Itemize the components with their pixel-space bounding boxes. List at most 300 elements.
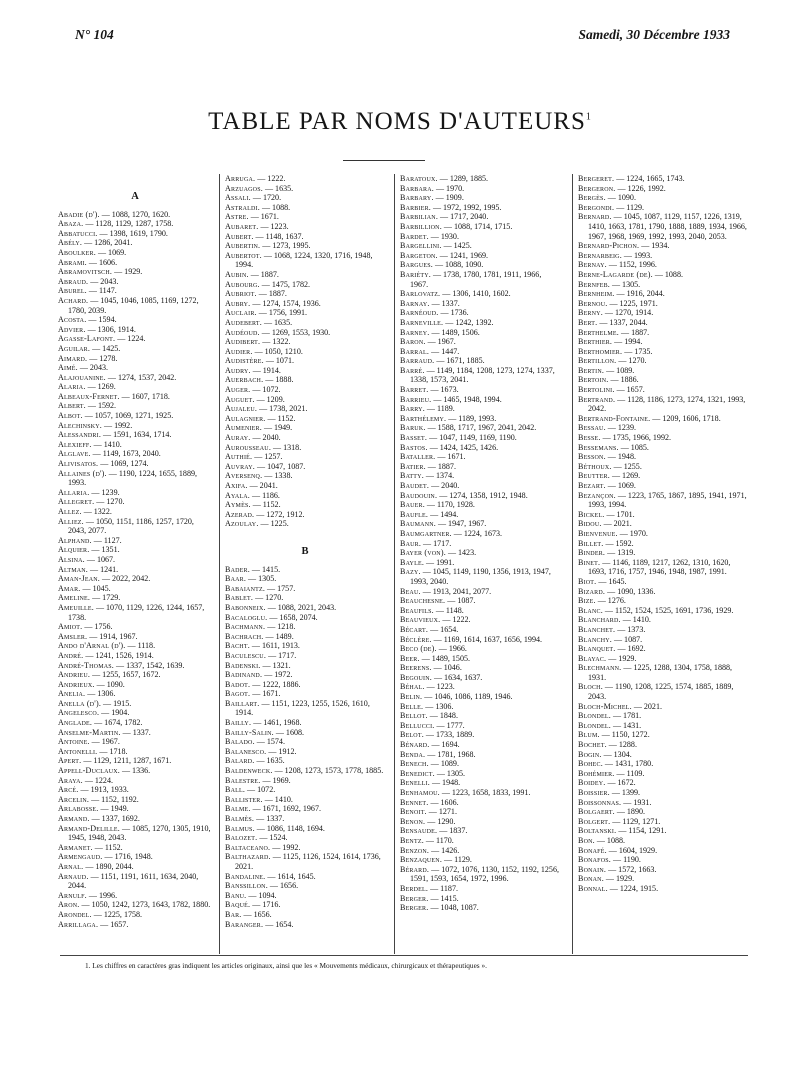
- author-entry: [58, 910, 212, 920]
- author-entry: [58, 900, 212, 910]
- author-name: Bolgert.: [578, 816, 611, 826]
- page-references: — 1046.: [431, 663, 462, 673]
- author-name: Audier.: [225, 346, 253, 356]
- author-entry: [400, 567, 560, 586]
- page-references: — 1290.: [425, 816, 456, 826]
- page-references: — 1129.: [442, 855, 472, 865]
- page-references: — 1611, 1913.: [249, 641, 300, 651]
- author-name: Allez.: [58, 507, 82, 516]
- author-name: Baron.: [400, 337, 426, 347]
- author-name: Bandaline.: [225, 871, 266, 881]
- author-name: Barraud.: [400, 356, 435, 366]
- author-entry: [58, 536, 212, 546]
- page-references: — 1635.: [254, 756, 285, 766]
- page-references: — 1045.: [80, 583, 111, 593]
- author-entry: [578, 203, 748, 213]
- page-references: — 1048, 1087.: [428, 903, 479, 913]
- author-entry: [400, 615, 560, 625]
- page-references: — 1781.: [610, 711, 642, 721]
- author-name: Bacht.: [225, 641, 250, 651]
- author-name: Bernard.: [578, 212, 612, 222]
- author-name: Blanchard.: [578, 615, 621, 625]
- page-references: — 1152.: [92, 842, 123, 852]
- author-entry: [58, 411, 212, 421]
- author-entry: [225, 795, 385, 805]
- page-references: — 1047, 1149, 1169, 1190.: [427, 433, 517, 443]
- author-name: Bolgaert.: [578, 807, 615, 817]
- author-entry: [578, 318, 748, 328]
- author-entry: [400, 635, 560, 645]
- page-references: — 1085, 1270, 1305, 1910, 1945, 1948, 2043.: [68, 823, 211, 843]
- author-entry: [400, 347, 560, 357]
- page-references: — 1147.: [86, 286, 117, 296]
- page-references: — 1151, 1223, 1255, 1526, 1610, 1914.: [235, 698, 370, 718]
- page-references: — 1150, 1272.: [599, 730, 650, 740]
- page-references: — 1657.: [98, 919, 129, 929]
- author-entry: [225, 622, 385, 632]
- author-name: Babaiantz.: [225, 583, 266, 593]
- author-name: Bertrand.: [578, 394, 616, 404]
- author-entry: [225, 184, 385, 194]
- author-name: Amiot.: [58, 622, 83, 632]
- author-entry: [400, 548, 560, 558]
- author-name: Aymès.: [225, 500, 251, 510]
- author-entry: [578, 855, 748, 865]
- page-references: — 1125, 1126, 1524, 1614, 1736, 2021.: [235, 852, 381, 871]
- page-references: — 1701.: [604, 509, 635, 519]
- author-entry: [225, 375, 385, 385]
- page-references: — 1993.: [621, 250, 653, 260]
- author-entry: [58, 651, 212, 661]
- page-references: — 1967.: [425, 337, 456, 347]
- author-name: Billet.: [578, 538, 604, 548]
- author-entry: [400, 682, 560, 692]
- author-name: Axifa.: [225, 481, 248, 490]
- page-references: — 1694.: [429, 740, 460, 750]
- page-references: — 1657.: [614, 385, 645, 395]
- author-name: Blanchy.: [578, 634, 612, 644]
- author-entry: [225, 471, 385, 481]
- author-name: Alphand.: [58, 535, 92, 545]
- page-references: — 1306.: [85, 689, 116, 699]
- author-entry: [400, 193, 560, 203]
- author-entry: [225, 500, 385, 510]
- author-entry: [58, 603, 212, 622]
- author-entry: [58, 670, 212, 680]
- author-entry: [578, 682, 748, 701]
- page-references: — 1673.: [428, 385, 459, 395]
- page-references: — 1322.: [260, 337, 291, 347]
- author-entry: [400, 491, 560, 501]
- author-name: Alivisatos.: [58, 459, 99, 469]
- page-references: — 1970.: [617, 528, 648, 538]
- author-name: Aversenq.: [225, 471, 263, 481]
- page-references: — 1047, 1087.: [255, 461, 306, 471]
- author-entry: [578, 826, 748, 836]
- author-entry: [225, 565, 385, 575]
- author-name: Auray.: [225, 433, 251, 443]
- author-name: Bickel.: [578, 509, 605, 519]
- title-divider: [343, 160, 425, 161]
- author-name: Advier.: [58, 324, 86, 334]
- author-entry: [58, 824, 212, 843]
- author-name: Alglave.: [58, 449, 91, 459]
- page-references: — 1069, 1274.: [98, 459, 149, 469]
- author-name: Bachmann.: [225, 622, 266, 632]
- author-name: Bonafé.: [578, 845, 607, 855]
- author-entry: [225, 443, 385, 453]
- author-name: Aman-Jean.: [58, 574, 100, 584]
- author-entry: [400, 366, 560, 385]
- author-entry: [58, 891, 212, 901]
- author-name: Barral.: [400, 346, 430, 356]
- author-name: Bariéty.: [400, 269, 431, 279]
- author-index: [58, 174, 748, 1057]
- author-entry: [225, 366, 385, 376]
- author-name: Bader.: [225, 564, 250, 574]
- author-entry: [400, 778, 560, 788]
- author-entry: [578, 385, 748, 395]
- page-references: — 1337.: [254, 814, 285, 823]
- author-name: Armengaud.: [58, 852, 103, 862]
- page-references: — 1090.: [605, 193, 636, 203]
- author-entry: [225, 603, 385, 613]
- author-name: Altman.: [58, 564, 89, 574]
- author-name: Barney.: [400, 327, 430, 337]
- author-entry: [400, 299, 560, 309]
- author-entry: [225, 891, 385, 901]
- author-entry: [225, 651, 385, 661]
- author-entry: [58, 401, 212, 411]
- author-name: Agasse-Lafont.: [58, 334, 116, 344]
- author-name: Bonain.: [578, 864, 607, 874]
- page-references: — 1738, 1780, 1781, 1911, 1966, 1967.: [410, 269, 542, 289]
- author-name: Allaines (d').: [58, 468, 107, 478]
- author-name: Aubertin.: [225, 241, 261, 251]
- author-entry: [58, 852, 212, 862]
- page-references: — 1591, 1634, 1714.: [101, 430, 172, 440]
- section-letter: A: [131, 191, 139, 202]
- author-name: Beerens.: [400, 663, 432, 673]
- title-footnote-marker: 1: [585, 111, 592, 123]
- author-entry: [400, 730, 560, 740]
- author-name: Bargeton.: [400, 250, 438, 260]
- author-entry: [578, 491, 748, 510]
- page-references: — 1671, 1692, 1967.: [250, 804, 321, 814]
- author-entry: [400, 500, 560, 510]
- author-entry: [58, 795, 212, 805]
- page-references: — 1190, 1208, 1225, 1574, 1885, 1889, 2043.: [588, 682, 734, 702]
- page-references: — 1913, 1933.: [78, 785, 129, 795]
- author-entry: [400, 740, 560, 750]
- author-entry: [578, 817, 748, 827]
- author-name: Batier.: [400, 461, 426, 471]
- author-entry: [578, 711, 748, 721]
- author-entry: [225, 328, 385, 338]
- author-entry: [58, 488, 212, 498]
- page-references: — 1069.: [605, 481, 636, 490]
- author-name: André-Thomas.: [58, 660, 115, 670]
- author-entry: [58, 756, 212, 766]
- author-entry: [578, 625, 748, 635]
- author-name: Bergès.: [578, 193, 606, 203]
- author-entry: [400, 260, 560, 270]
- page-references: — 1929.: [603, 874, 635, 884]
- issue-number: N° 104: [75, 27, 114, 42]
- page-references: — 1046, 1086, 1189, 1946.: [422, 692, 513, 702]
- author-name: Baufle.: [400, 509, 429, 519]
- author-entry: [400, 721, 560, 731]
- page-references: — 1088.: [594, 835, 626, 845]
- author-entry: [58, 497, 212, 507]
- author-entry: [58, 373, 212, 383]
- page-references: — 1209, 1606, 1718.: [650, 413, 721, 423]
- author-name: André.: [58, 650, 84, 660]
- page-references: — 2021.: [601, 519, 632, 529]
- author-entry: [400, 452, 560, 462]
- author-name: Bacaloglu.: [225, 612, 268, 622]
- author-entry: [225, 174, 385, 184]
- page-references: — 2021.: [631, 701, 662, 711]
- author-name: Antonelli.: [58, 746, 98, 756]
- page-references: — 1257.: [252, 452, 283, 462]
- page-references: — 1909.: [433, 193, 464, 203]
- page-references: — 1931.: [621, 797, 652, 807]
- author-entry: [400, 663, 560, 673]
- author-name: Auerbach.: [225, 375, 264, 385]
- page-references: — 1223, 1658, 1833, 1991.: [439, 788, 531, 797]
- author-entry: [225, 270, 385, 280]
- author-name: Bezart.: [578, 481, 606, 490]
- page-references: — 1289, 1885.: [437, 174, 489, 183]
- author-name: Blayac.: [578, 653, 607, 663]
- page-references: — 1410.: [91, 439, 122, 449]
- author-entry: [225, 766, 385, 776]
- author-entry: [578, 423, 748, 433]
- author-name: Arnal.: [58, 861, 84, 871]
- author-entry: [400, 443, 560, 453]
- author-name: Bardet.: [400, 231, 429, 241]
- page-references: — 1635.: [261, 317, 293, 327]
- author-entry: [58, 315, 212, 325]
- author-entry: [58, 814, 212, 824]
- author-entry: [400, 385, 560, 395]
- author-name: Balozet.: [225, 833, 258, 843]
- page-references: — 1930.: [428, 231, 459, 241]
- page-references: — 1447.: [429, 346, 460, 356]
- page-references: — 1608.: [273, 727, 305, 737]
- author-name: Anelia.: [58, 689, 86, 699]
- author-name: Alechinsky.: [58, 420, 103, 430]
- author-entry: [400, 644, 560, 654]
- page-references: — 1067.: [84, 554, 116, 564]
- author-entry: [578, 769, 748, 779]
- author-name: Bloch-Michel.: [578, 701, 632, 711]
- page-references: — 1089.: [428, 759, 459, 769]
- author-name: Bergeron.: [578, 183, 616, 193]
- author-name: Bize.: [578, 596, 596, 606]
- section-letter: B: [301, 545, 309, 557]
- page-references: — 1270.: [94, 497, 125, 507]
- page-references: — 1306, 1410, 1602.: [440, 289, 511, 299]
- author-entry: [400, 654, 560, 664]
- author-entry: [578, 721, 748, 731]
- author-name: Barry.: [400, 404, 425, 414]
- page-references: — 1088, 1090.: [432, 260, 484, 270]
- author-entry: [578, 654, 748, 664]
- author-name: Bayer (von).: [400, 548, 446, 558]
- page-references: — 1904.: [99, 708, 130, 718]
- page-references: — 1658, 2074.: [267, 612, 318, 622]
- author-entry: [400, 894, 560, 904]
- author-entry: [58, 286, 212, 296]
- page-references: — 1607, 1718.: [119, 391, 170, 401]
- page-references: — 1071.: [263, 356, 295, 366]
- author-entry: [225, 814, 385, 824]
- author-name: Bonafos.: [578, 855, 611, 865]
- author-entry: [58, 440, 212, 450]
- index-column-4: [578, 174, 748, 894]
- author-entry: [225, 280, 385, 290]
- author-name: Arzuagos.: [225, 183, 263, 193]
- page-references: — 1672.: [605, 778, 636, 788]
- page-references: — 1127.: [91, 535, 122, 545]
- author-entry: [400, 826, 560, 836]
- page-references: — 1270.: [253, 593, 284, 603]
- author-name: Bénard.: [400, 740, 430, 750]
- author-name: Basset.: [400, 433, 428, 443]
- author-entry: [225, 584, 385, 594]
- author-entry: [578, 740, 748, 750]
- author-name: Bizard.: [578, 586, 606, 596]
- author-name: Assali.: [225, 193, 251, 203]
- author-name: Aubertot.: [225, 250, 262, 260]
- page-references: — 1225, 1288, 1304, 1758, 1888, 1931.: [588, 663, 733, 682]
- author-name: Bidou.: [578, 519, 602, 529]
- author-name: Authié.: [225, 452, 253, 462]
- page-references: — 1337, 2044.: [597, 317, 648, 327]
- author-name: Audry.: [225, 365, 251, 375]
- author-entry: [58, 680, 212, 690]
- page-references: — 1088, 1270, 1620.: [99, 209, 171, 219]
- author-name: Balard.: [225, 756, 255, 766]
- page-references: — 1224, 1665, 1743.: [614, 174, 685, 183]
- page-references: — 1890, 2044.: [83, 861, 134, 871]
- author-entry: [400, 798, 560, 808]
- author-entry: [400, 846, 560, 856]
- author-entry: [578, 174, 748, 184]
- page-references: — 1088, 1714, 1715.: [441, 221, 513, 231]
- author-name: Blanchet.: [578, 624, 616, 634]
- author-name: Bagot.: [225, 689, 251, 699]
- author-name: Bonan.: [578, 874, 604, 884]
- author-name: Boissier.: [578, 788, 610, 797]
- author-name: Besson.: [578, 452, 606, 462]
- author-name: Auger.: [225, 385, 251, 395]
- author-name: Bertrand-Fontaine.: [578, 413, 651, 423]
- author-name: Benoit.: [400, 807, 427, 817]
- author-entry: [58, 267, 212, 277]
- author-entry: [578, 184, 748, 194]
- page-references: — 1190.: [611, 855, 641, 865]
- author-name: Abbatucci.: [58, 228, 98, 238]
- author-entry: [58, 747, 212, 757]
- page-references: — 1948.: [605, 452, 636, 462]
- page-references: — 1321.: [260, 660, 291, 670]
- author-name: Baranger.: [225, 919, 264, 929]
- author-name: Bazy.: [400, 567, 421, 577]
- author-name: Alessandri.: [58, 430, 102, 440]
- author-entry: [225, 519, 385, 529]
- author-name: Bargues.: [400, 260, 433, 270]
- author-entry: [578, 471, 748, 481]
- author-name: Balmus.: [225, 823, 255, 833]
- page-references: — 1916, 2044.: [614, 289, 665, 299]
- author-name: Boissonnas.: [578, 797, 622, 807]
- author-name: Boidey.: [578, 778, 606, 788]
- author-entry: [58, 507, 212, 517]
- page-references: — 1934.: [639, 241, 670, 251]
- page-references: — 1269, 1553, 1930.: [259, 327, 331, 337]
- author-name: Aujaleu.: [225, 404, 258, 414]
- author-entry: [225, 203, 385, 213]
- author-name: Bert.: [578, 317, 598, 327]
- page-references: — 1223, 1765, 1867, 1895, 1941, 1971, 1993, 1994.: [588, 490, 747, 510]
- page-references: — 1273, 1995.: [260, 241, 311, 251]
- author-name: Bertillon.: [578, 356, 617, 366]
- author-name: Aubin.: [225, 269, 249, 279]
- author-entry: [58, 238, 212, 248]
- author-name: Baudouin.: [400, 490, 438, 500]
- author-entry: [400, 587, 560, 597]
- author-name: Beer.: [400, 653, 420, 663]
- author-entry: [578, 730, 748, 740]
- author-name: Bohémier.: [578, 768, 615, 778]
- author-entry: [578, 702, 748, 712]
- page-references: — 1524.: [257, 833, 288, 843]
- author-name: Apert.: [58, 756, 82, 766]
- author-entry: [400, 414, 560, 424]
- page-references: — 1399.: [609, 788, 641, 797]
- page-references: — 1045, 1046, 1085, 1169, 1272, 1780, 2039.: [68, 295, 199, 315]
- page-references: — 1735, 1966, 1992.: [600, 433, 672, 443]
- page-references: — 1992.: [102, 420, 133, 430]
- author-entry: [225, 852, 385, 871]
- page-references: — 1187.: [428, 883, 458, 893]
- author-entry: [578, 462, 748, 472]
- footnote-divider: [60, 955, 748, 956]
- page-references: — 1070, 1129, 1226, 1244, 1657, 1738.: [68, 602, 205, 622]
- author-name: Berger.: [400, 903, 429, 913]
- index-column-3: [400, 174, 560, 913]
- author-entry: [58, 632, 212, 642]
- page-references: — 1604, 1929.: [606, 845, 658, 855]
- page-references: — 1733, 1889.: [423, 730, 475, 740]
- author-name: Armand.: [58, 814, 90, 823]
- author-entry: [578, 884, 748, 894]
- author-name: Bochet.: [578, 740, 607, 750]
- author-name: Ameuille.: [58, 602, 94, 612]
- page-references: — 1208, 1273, 1573, 1778, 1885.: [272, 766, 384, 776]
- author-name: Ball.: [225, 785, 246, 795]
- page-references: — 1592.: [85, 401, 117, 411]
- author-entry: [578, 788, 748, 798]
- author-entry: [400, 788, 560, 798]
- author-name: Bachrach.: [225, 631, 264, 641]
- page-references: — 1949.: [261, 423, 293, 433]
- author-name: Audibert.: [225, 337, 261, 347]
- author-name: Aubaret.: [225, 221, 259, 231]
